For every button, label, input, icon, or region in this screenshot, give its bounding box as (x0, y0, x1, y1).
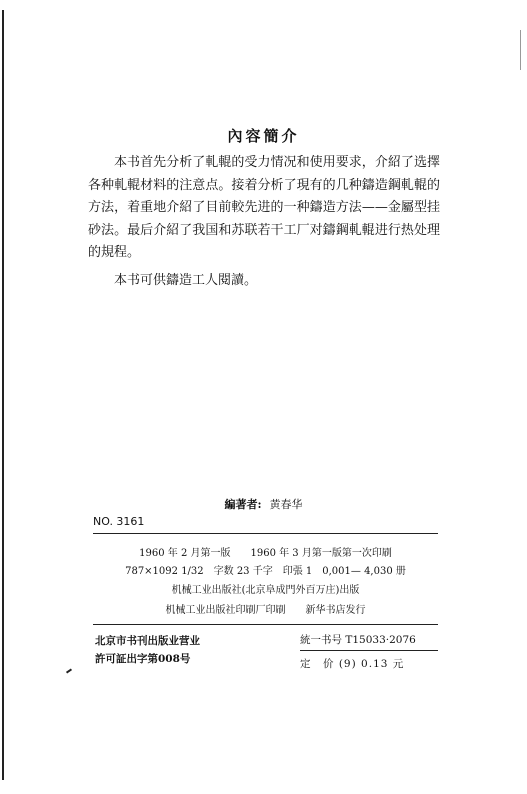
price-block (300, 632, 438, 671)
author-label: 編著者: (224, 498, 262, 511)
publisher-info: 机械工业出版社(北京阜成門外百万庄)出版 (171, 585, 360, 596)
permit-block (95, 632, 200, 668)
price: 定 价 (9) 0.13 元 (300, 658, 405, 670)
summary-paragraph: 本书首先分析了軋輥的受力情况和使用要求，介紹了选擇各种軋輥材料的注意点。接着分析了現有的几种鑄造鋼軋輥的方法，着重地介紹了目前較先进的一种鑄造方法——金屬型挂砂法。最后介紹了我国和苏联若干工厂对鑄鋼軋輥进行热处理的規程。 (88, 155, 440, 260)
page-edge-right (520, 30, 521, 70)
edition-info: 1960 年 2 月第一版 1960 年 3 月第一版第一次印刷 (139, 548, 392, 559)
permit-line-2: 許可証出字第008号 (95, 653, 191, 665)
book-number: NO. 3161 (93, 515, 145, 528)
summary-heading: 內容簡介 (227, 127, 300, 145)
summary-usage: 本书可供鑄造工人閱讀。 (114, 272, 258, 288)
author-line (0, 496, 527, 512)
format-info: 787×1092 1/32 字数 23 千字 印張 1 0,001— 4,030 册 (125, 566, 406, 577)
ink-speck (66, 668, 72, 673)
permit-line-1: 北京市书刊出版业营业 (95, 635, 200, 647)
divider-bottom (93, 624, 438, 625)
divider-top (93, 533, 438, 534)
printer-distributor-info: 机械工业出版社印刷厂印刷 新华书店发行 (165, 605, 366, 616)
isbn-number: 統一书号 T15033·2076 (300, 632, 438, 651)
author-name: 黄春华 (269, 498, 303, 511)
summary-text (88, 152, 440, 292)
